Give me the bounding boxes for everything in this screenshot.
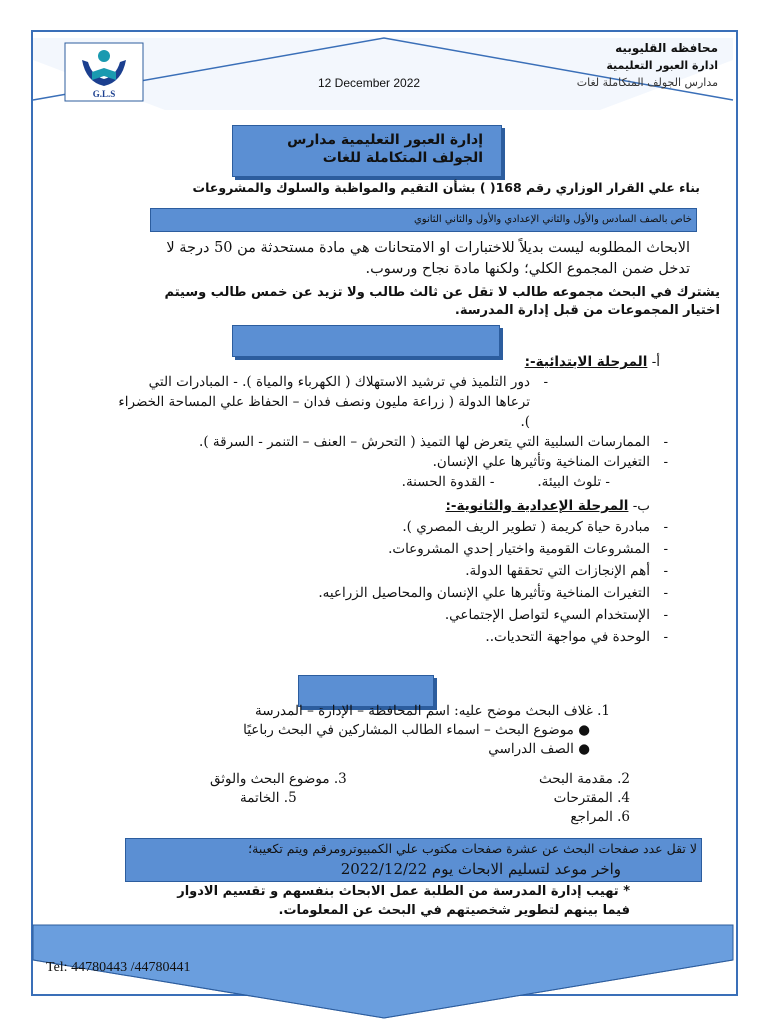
sub-item-pollution: - تلوث البيئة. xyxy=(537,474,610,490)
pages-requirement: لا تقل عدد صفحات البحث عن عشرة صفحات مكتوب علي الكمبيوترومرقم ويتم تكعيبة؛ xyxy=(248,841,697,856)
group-rule: يشترك في البحث مجموعه طالب لا تقل عن ثالث طالب ولا تزيد عن خمس طالب وسيتم اختيار المجموعات من قبل إدارة المدرسة. xyxy=(164,285,720,318)
primary-heading: المرحلة الابتدائية-: xyxy=(524,354,648,370)
structure-list xyxy=(180,702,610,759)
secondary-heading-label: ب- xyxy=(632,498,650,514)
list-item: - الممارسات السلبية التي يتعرض لها التميذ ( التحرش – العنف – التنمر - السرقة ). xyxy=(110,432,650,452)
structure-grid xyxy=(210,770,630,827)
grades-bar xyxy=(150,208,697,232)
school-name: مدارس الجولف المتكاملة لغات xyxy=(576,76,718,89)
grades-text: خاص بالصف السادس والأول والثاني الإعدادي والأول والثاني الثانوي xyxy=(413,214,692,225)
structure-topic: 3. موضوع البحث والوثق xyxy=(210,771,347,787)
intro-paragraph xyxy=(140,238,690,280)
header-info xyxy=(478,40,718,91)
structure-cover: 1. غلاف البحث موضح عليه: اسم المحافظة – الإدارة – المدرسة xyxy=(254,703,610,719)
structure-intro: 2. مقدمة البحث xyxy=(539,771,630,787)
list-item: - المشروعات القومية واختيار إحدي المشروعات. xyxy=(110,538,650,560)
sub-item-role-model: - القدوة الحسنة. xyxy=(401,474,495,490)
structure-bullet: ● الصف الدراسي xyxy=(488,741,590,757)
list-item: - التغيرات المناخية وتأثيرها علي الإنسان. xyxy=(110,452,650,472)
list-item: - أهم الإنجازات التي تحققها الدولة. xyxy=(110,560,650,582)
title-line-2: الجولف المتكاملة للغات xyxy=(322,150,483,166)
governorate-name: محافظه القليوبيه xyxy=(615,41,718,55)
logo-text: G.L.S xyxy=(92,89,116,99)
document-date: 12 December 2022 xyxy=(318,76,421,90)
secondary-heading: المرحلة الإعدادية والثانوية-: xyxy=(445,498,629,514)
list-item: - دور التلميذ في ترشيد الاستهلاك ( الكهرباء والمياة ). - المبادرات التي ترعاها الدولة ( زراعة مليون ونصف فدان – الحفاظ علي المساحة الخضراء ). xyxy=(110,372,530,432)
pages-deadline-box xyxy=(125,838,702,882)
structure-bullet: ● موضوع البحث – اسماء الطالب المشاركين في البحث رباعيًا xyxy=(243,722,590,738)
primary-section xyxy=(110,352,680,648)
title-box xyxy=(232,125,502,177)
title-line-1: إدارة العبور التعليمية مدارس xyxy=(287,132,483,148)
primary-heading-label: أ- xyxy=(651,354,660,370)
structure-references: 6. المراجع xyxy=(570,809,630,825)
intro-text: الابحاث المطلوبه ليست بديلاً للاختبارات او الامتحانات هي مادة مستحدثة من 50 درجة لا تدخل ضمن المجموع الكلي؛ ولكنها مادة نجاح ورسوب. xyxy=(166,240,690,277)
structure-conclusion: 5. الخاتمة xyxy=(240,790,297,806)
contact-phone: Tel: 44780443 /44780441 xyxy=(46,960,191,975)
structure-proposals: 4. المقترحات xyxy=(553,790,630,806)
deadline: واخر موعد لتسليم الابحاث يوم 2022/12/22 xyxy=(340,860,621,878)
list-item: - التغيرات المناخية وتأثيرها علي الإنسان والمحاصيل الزراعيه. xyxy=(110,582,650,604)
list-item: - مبادرة حياة كريمة ( تطوير الريف المصري ). xyxy=(110,516,650,538)
administration-name: ادارة العبور التعليمية xyxy=(606,59,718,72)
school-note: * تهيب إدارة المدرسة من الطلبة عمل الابحاث بنفسهم و تقسيم الادوار فيما بينهم لتطوير شخصيتهم في البحث عن المعلومات. xyxy=(177,884,630,918)
school-logo xyxy=(64,42,144,102)
list-item: - الإستخدام السيء لتواصل الإجتماعي. xyxy=(110,604,650,626)
decree-subtitle: بناء علي القرار الوزاري رقم 168( ) بشأن التقيم والمواظبة والسلوك والمشروعات xyxy=(192,180,700,195)
list-item: - الوحدة في مواجهة التحديات.. xyxy=(110,626,650,648)
